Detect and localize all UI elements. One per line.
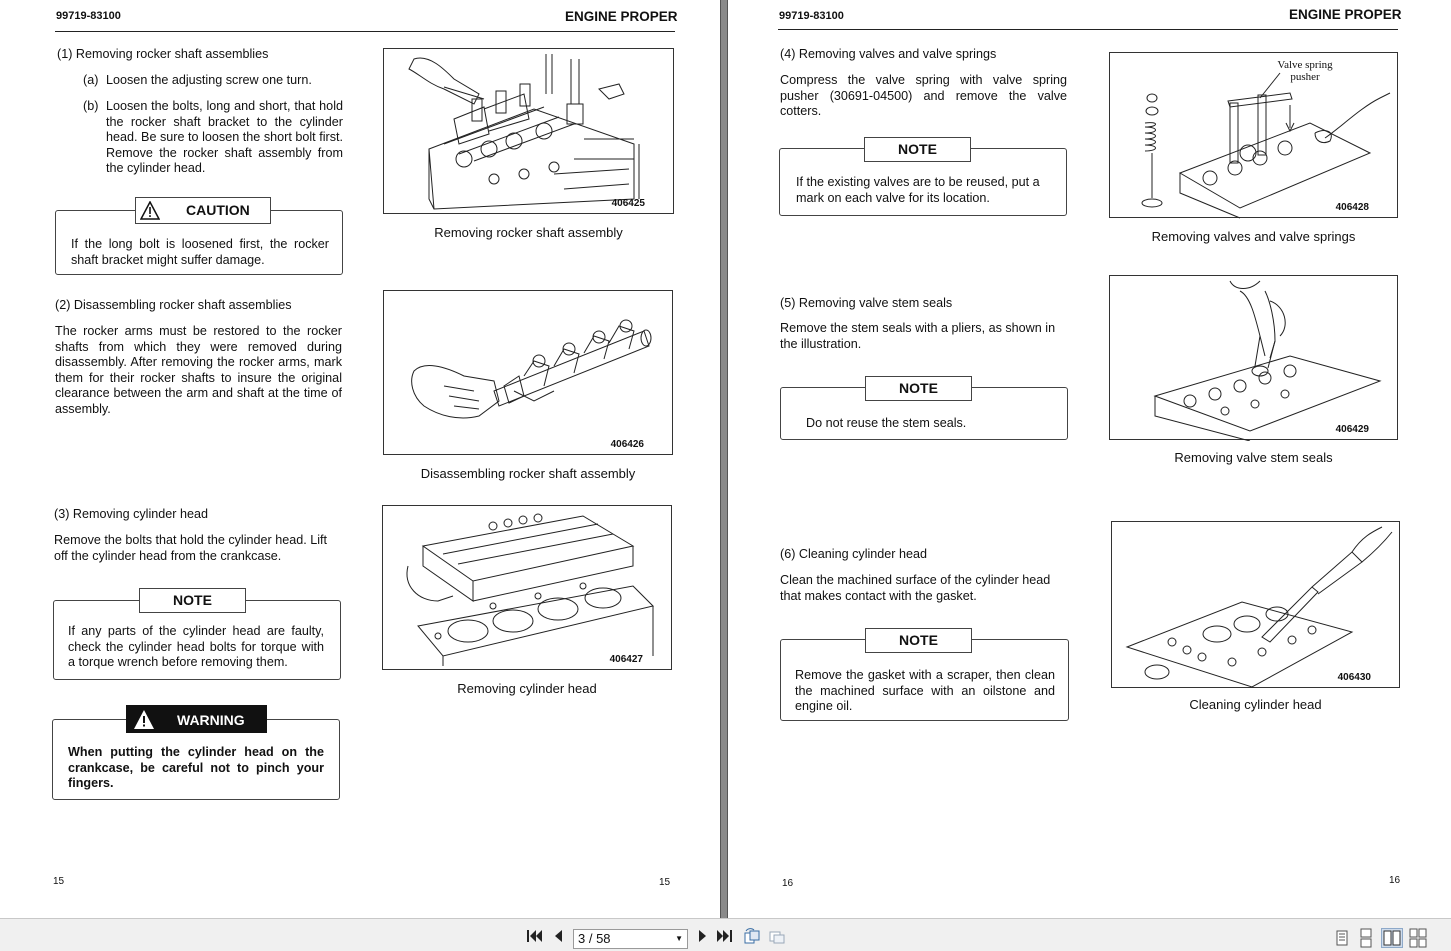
page-indicator: 3 / 58 xyxy=(578,931,611,946)
figure-caption: Removing cylinder head xyxy=(457,681,597,696)
last-page-button[interactable] xyxy=(716,928,734,944)
figure-caption: Disassembling rocker shaft assembly xyxy=(420,466,636,481)
warning-triangle-icon xyxy=(140,201,160,228)
rotate-clockwise-button[interactable] xyxy=(743,928,761,944)
rotate-counterclockwise-icon xyxy=(768,928,786,944)
section-4-title: (4) Removing valves and valve springs xyxy=(780,47,997,61)
caution-tab xyxy=(135,197,271,224)
next-page-icon xyxy=(693,928,711,944)
warning-text: When putting the cylinder head on the crankcase, be careful not to pinch your fingers. xyxy=(68,745,324,791)
figure-cylinder-head-removal xyxy=(382,505,672,670)
first-page-icon xyxy=(525,928,543,944)
step-b-marker: (b) xyxy=(83,99,99,113)
figure-caption: Removing rocker shaft assembly xyxy=(434,225,623,240)
caution-label: CAUTION xyxy=(186,202,250,218)
page-number: 16 xyxy=(1389,875,1401,886)
continuous-facing-view-button[interactable] xyxy=(1407,928,1429,948)
note-tab: NOTE xyxy=(864,137,971,162)
warning-label: WARNING xyxy=(177,712,245,728)
header-title: ENGINE PROPER xyxy=(565,9,678,24)
page-gutter xyxy=(720,0,728,918)
figure-caption: Cleaning cylinder head xyxy=(1189,697,1322,712)
note-tab: NOTE xyxy=(865,376,972,401)
figure-number: 406429 xyxy=(1335,424,1369,435)
rocker-disassembly-illustration xyxy=(384,291,674,456)
note-text: Remove the gasket with a scraper, then clean the machined surface with an oilstone and engine oil. xyxy=(795,668,1055,714)
warning-tab xyxy=(126,705,267,733)
figure-number: 406425 xyxy=(611,198,645,209)
rotate-clockwise-icon xyxy=(743,928,761,944)
step-a-text: Loosen the adjusting screw one turn. xyxy=(106,73,312,87)
page-number: 15 xyxy=(53,876,65,887)
section-4-text: Compress the valve spring with valve spring pusher (30691-04500) and remove the valve cotters. xyxy=(780,73,1067,119)
figure-valve-removal xyxy=(1109,52,1398,218)
single-page-icon xyxy=(1331,928,1353,948)
section-3-text: Remove the bolts that hold the cylinder head. Lift off the cylinder head from the crankcase. xyxy=(54,533,328,563)
dropdown-arrow-icon: ▼ xyxy=(675,934,683,943)
header-rule xyxy=(55,31,675,32)
facing-view-button[interactable] xyxy=(1381,928,1403,948)
figure-stem-seal-removal xyxy=(1109,275,1398,440)
next-page-button[interactable] xyxy=(693,928,711,944)
section-2-title: (2) Disassembling rocker shaft assemblies xyxy=(55,298,292,312)
figure-cylinder-head-cleaning xyxy=(1111,521,1400,688)
single-page-view-button[interactable] xyxy=(1331,928,1353,948)
left-page xyxy=(0,0,720,918)
continuous-icon xyxy=(1355,928,1377,948)
note-tab: NOTE xyxy=(139,588,246,613)
note-text: If any parts of the cylinder head are faulty, check the cylinder head bolts for torque with a torque wrench before removing them. xyxy=(68,624,324,670)
caution-text: If the long bolt is loosened first, the rocker shaft bracket might suffer damage. xyxy=(71,237,329,267)
figure-caption: Removing valves and valve springs xyxy=(1151,229,1356,244)
header-rule xyxy=(778,29,1398,30)
continuous-facing-icon xyxy=(1407,928,1429,948)
header-title: ENGINE PROPER xyxy=(1289,7,1402,22)
figure-number: 406428 xyxy=(1335,202,1369,213)
cleaning-illustration xyxy=(1112,522,1401,689)
step-a-marker: (a) xyxy=(83,73,99,87)
viewer-toolbar xyxy=(0,918,1451,951)
section-1-title: (1) Removing rocker shaft assemblies xyxy=(57,47,269,61)
stem-seal-illustration xyxy=(1110,276,1399,441)
page-number-input[interactable] xyxy=(573,929,688,949)
figure-number: 406426 xyxy=(610,439,644,450)
callout-label: Valve spring pusher xyxy=(1277,59,1333,83)
section-5-title: (5) Removing valve stem seals xyxy=(780,296,953,310)
doc-code: 99719-83100 xyxy=(56,10,121,22)
figure-number: 406427 xyxy=(609,654,643,665)
section-3-title: (3) Removing cylinder head xyxy=(54,507,208,521)
first-page-button[interactable] xyxy=(525,928,543,944)
figure-rocker-shaft-removal xyxy=(383,48,674,214)
step-b-text: Loosen the bolts, long and short, that hold the rocker shaft bracket to the cylinder head. Be sure to loosen the short bolt first. Remove the rocker shaft assembly from the cylinder head. xyxy=(106,99,343,176)
page-number: 15 xyxy=(659,877,671,888)
note-tab: NOTE xyxy=(865,628,972,653)
valve-spring-illustration xyxy=(1110,53,1399,219)
section-6-title: (6) Cleaning cylinder head xyxy=(780,547,928,561)
section-5-text: Remove the stem seals with a pliers, as shown in the illustration. xyxy=(780,321,1056,351)
note-text: Do not reuse the stem seals. xyxy=(806,416,967,430)
previous-page-button[interactable] xyxy=(550,928,568,944)
figure-caption: Removing valve stem seals xyxy=(1174,450,1333,465)
doc-code: 99719-83100 xyxy=(779,10,844,22)
cylinder-head-illustration xyxy=(383,506,673,671)
continuous-view-button[interactable] xyxy=(1355,928,1377,948)
figure-number: 406430 xyxy=(1337,672,1371,683)
figure-rocker-shaft-disassembly xyxy=(383,290,673,455)
last-page-icon xyxy=(716,928,734,944)
warning-triangle-icon xyxy=(133,709,155,739)
note-text: If the existing valves are to be reused, put a mark on each valve for its location. xyxy=(796,175,1040,205)
right-page xyxy=(728,0,1451,918)
facing-pages-icon xyxy=(1382,929,1402,947)
section-2-text: The rocker arms must be restored to the rocker shafts from which they were removed during disassembly. After removing the rocker arms, mark them for their rocker shafts to insure the original clearance between the arm and shaft at the time of assembly. xyxy=(55,324,342,416)
rotate-counterclockwise-button[interactable] xyxy=(768,928,786,944)
previous-page-icon xyxy=(550,928,568,944)
section-6-text: Clean the machined surface of the cylinder head that makes contact with the gasket. xyxy=(780,573,1051,603)
page-number: 16 xyxy=(782,878,794,889)
rocker-shaft-illustration xyxy=(384,49,675,215)
